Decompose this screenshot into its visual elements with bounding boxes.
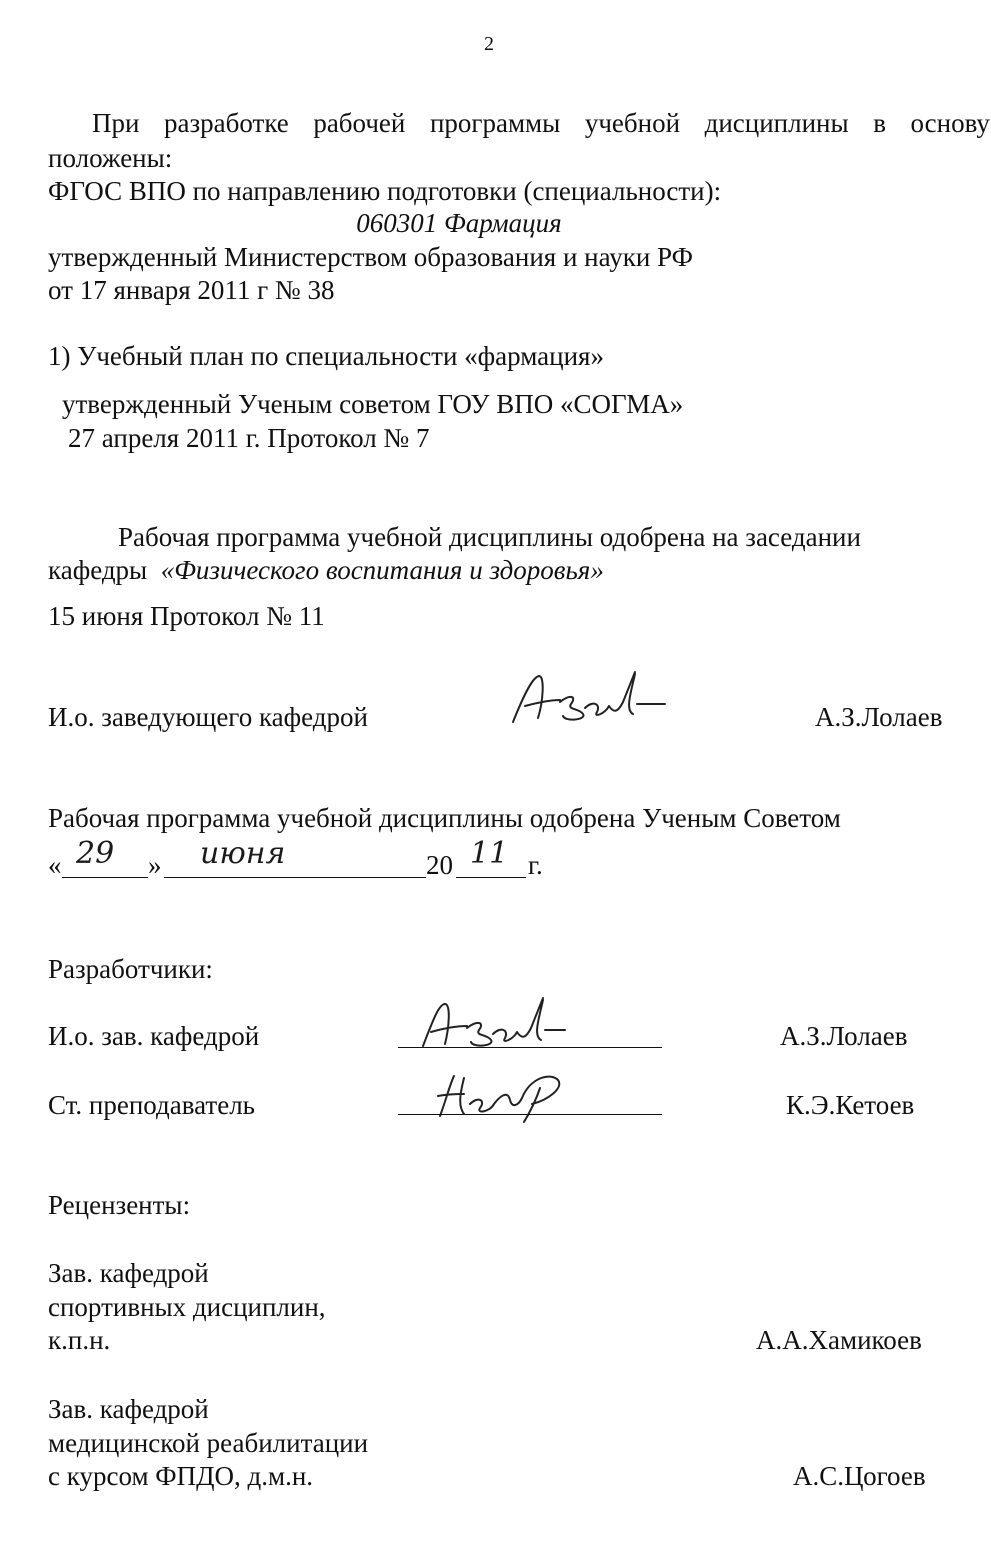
intro-word: При [92,108,140,138]
intro-word: основу [910,108,990,138]
signature-line [398,1114,662,1115]
study-plan-protocol: 27 апреля 2011 г. Протокол № 7 [68,423,430,453]
department-head-name: А.З.Лолаев [815,702,943,732]
reviewer-line: к.п.н. [48,1325,111,1355]
reviewer-line: медицинской реабилитации [48,1428,369,1458]
day-underline [62,877,148,878]
developer-signature [415,990,585,1060]
date-close-quote: » [148,850,162,880]
intro-word: в [873,108,886,138]
intro-word: разработке [164,108,289,138]
intro-word: рабочей [313,108,406,138]
developer-role: И.о. зав. кафедрой [48,1021,260,1051]
intro-line-2: положены: [48,143,173,173]
reviewer-line: Зав. кафедрой [48,1394,209,1424]
fgos-line: ФГОС ВПО по направлению подготовки (специальности): [48,176,722,206]
developer-name: А.З.Лолаев [780,1021,908,1051]
study-plan-approval: утвержденный Ученым советом ГОУ ВПО «СОГМА» [62,389,684,419]
department-head-signature [505,662,675,732]
reviewer-line: с курсом ФПДО, д.м.н. [48,1461,314,1491]
reviewer-name: А.С.Цогоев [793,1461,926,1491]
signature-line [398,1047,662,1048]
reviewer-line: Зав. кафедрой [48,1258,209,1288]
specialty: 060301 Фармация [356,208,562,238]
page-number: 2 [484,33,494,55]
reviewer-name: А.А.Хамикоев [756,1325,922,1355]
intro-word: дисциплины [704,108,849,138]
date-month-handwritten: июня [200,836,286,871]
developer-name: К.Э.Кетоев [786,1090,915,1120]
department-approval-line-1: Рабочая программа учебной дисциплины одобрена на заседании [118,522,861,552]
developers-title: Разработчики: [48,954,213,984]
developer-signature [430,1060,600,1130]
developer-role: Ст. преподаватель [48,1090,255,1120]
date-open-quote: « [48,850,62,880]
year-underline [456,877,526,878]
intro-line-1 [48,107,990,139]
intro-word: программы [429,108,561,138]
reviewer-line: спортивных дисциплин, [48,1292,326,1322]
department-prefix: кафедры [48,555,148,585]
date-year-prefix: 20 [426,850,453,880]
department-head-label: И.о. заведующего кафедрой [48,702,368,732]
ministry-approval-date: от 17 января 2011 г № 38 [48,275,335,305]
ministry-approval: утвержденный Министерством образования и науки РФ [48,242,693,272]
department-approval-line-2 [48,554,604,586]
intro-word: учебной [584,108,681,138]
date-day-handwritten: 29 [76,836,115,871]
month-underline [164,877,426,878]
date-year-end: г. [528,850,543,880]
department-protocol: 15 июня Протокол № 11 [48,601,325,631]
department-name: «Физического воспитания и здоровья» [160,555,604,585]
council-approval-line: Рабочая программа учебной дисциплины одобрена Ученым Советом [48,803,841,833]
study-plan-item: 1) Учебный план по специальности «фармация» [48,341,604,371]
date-year-handwritten: 11 [470,836,509,871]
reviewers-title: Рецензенты: [48,1190,191,1220]
